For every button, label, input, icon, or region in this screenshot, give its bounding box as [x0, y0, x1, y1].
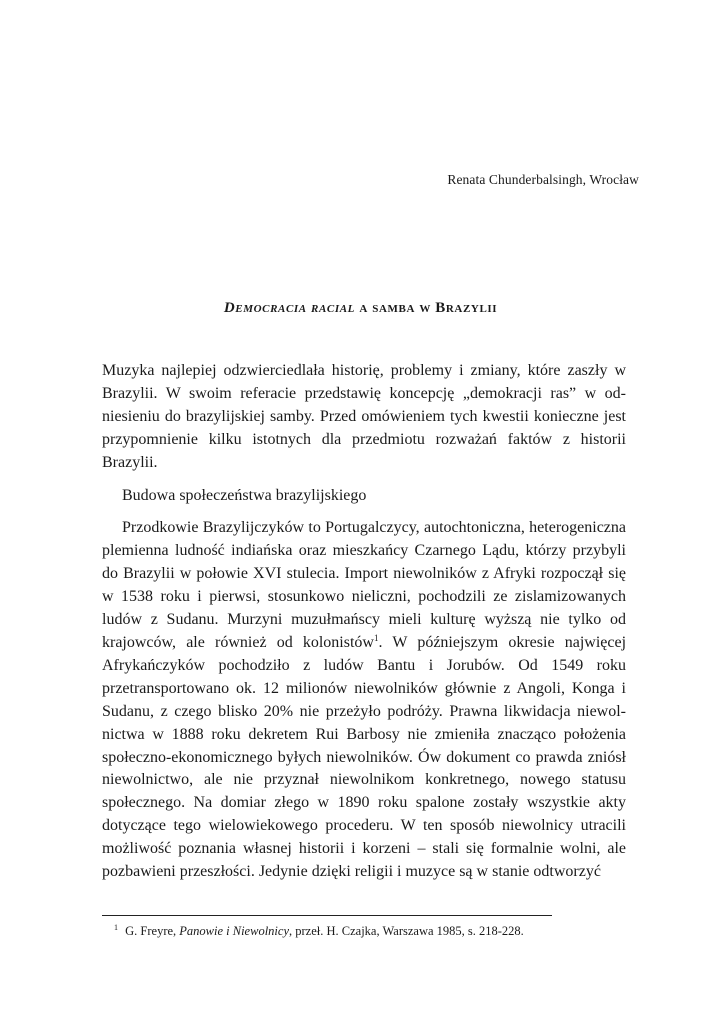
main-paragraph-part1: Przodkowie Brazylijczyków to Portugalczycy, autochtoniczna, heterogeniczna plemienna ludność indiańska oraz mieszkańcy Czarnego Lądu, którzy przybyli do Brazylii w połowie XVI stulecia. Import niewolników z Afryki rozpoczął się w 1538 roku i pierwsi, stosunkowo nieliczni, pochodzili ze zislamizowanych ludów z Sudanu. Murzyni muzułmańscy mieli kulturę wyższą nie tylko od krajowców, ale również od kolonistów — [102, 519, 626, 651]
article-body — [102, 360, 626, 884]
section-heading: Budowa społeczeństwa brazylijskiego — [122, 486, 367, 504]
footnote — [114, 923, 524, 939]
article-title — [0, 300, 721, 317]
footnote-reference[interactable]: 1 — [373, 632, 379, 643]
footnote-mark: 1 — [114, 923, 118, 932]
intro-paragraph: Muzyka najlepiej odzwierciedlała historię, problemy i zmiany, które zaszły w Brazylii. W swoim referacie przedstawię koncepcję „demokracji ras” w odniesieniu do brazylijskiej samby. Przed omówieniem tych kwestii konieczne jest przypomnienie kilku istotnych dla przedmiotu rozważań faktów z historii Brazylii. — [102, 362, 626, 471]
author-affiliation: Renata Chunderbalsingh, Wrocław — [447, 172, 639, 187]
title-italic-part: Democracia racial — [223, 300, 356, 316]
footnote-divider — [102, 915, 552, 916]
footnote-book-title: Panowie i Niewolnicy — [179, 924, 289, 938]
footnote-text-after: , przeł. H. Czajka, Warszawa 1985, s. 218-228. — [289, 924, 524, 938]
main-paragraph-part2: . W późniejszym okresie najwięcej Afrykańczyków pochodziło z ludów Bantu i Jorubów. Od 1549 roku przetransportowano ok. 12 milionów niewolników głównie z Angoli, Konga i Sudanu, z czego blisko 20% nie przeżyło podróży. Prawna likwidacja niewolnictwa w 1888 roku dekretem Rui Barbosy nie zmieniła znacząco położenia społeczno-ekonomicznego byłych niewolników. Ów dokument co prawda zniósł niewolnictwo, ale nie przyznał niewolnikom konkretnego, nowego statusu społecznego. Na domiar złego w 1890 roku spalone zostały wszystkie akty dotyczące tego wielowiekowego procederu. W ten sposób niewolnicy utracili możliwość poznania własnej historii i korzeni – stali się formalnie wolni, ale pozbawieni przeszłości. Jedynie dzięki religii i muzyce są w stanie odtworzyć — [102, 633, 627, 881]
footnote-text-before: G. Freyre, — [122, 924, 180, 938]
main-paragraph — [102, 517, 626, 884]
title-rest: a samba w Brazylii — [355, 300, 498, 316]
